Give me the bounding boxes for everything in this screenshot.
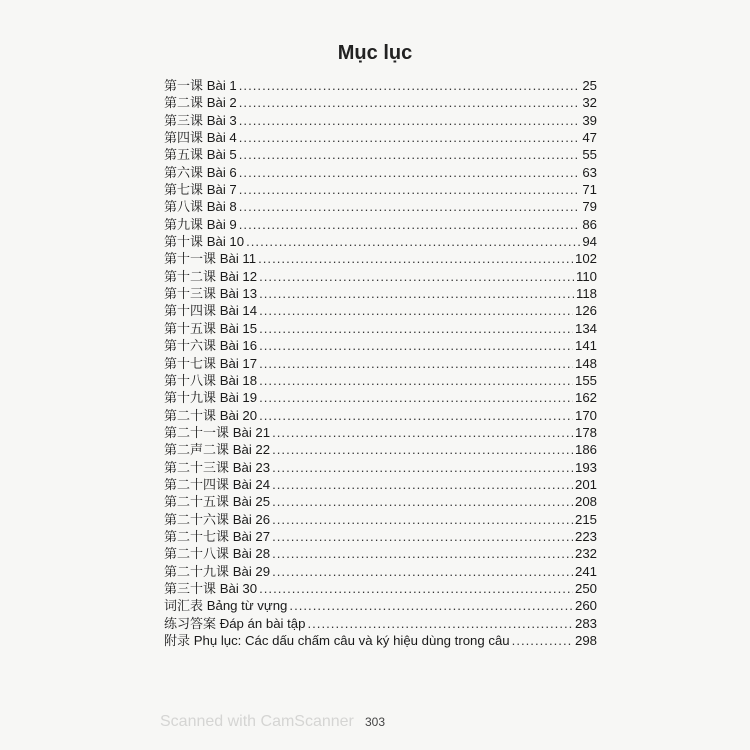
dot-leader	[272, 493, 573, 510]
dot-leader	[259, 389, 573, 406]
toc-entry	[164, 268, 597, 285]
toc-entry	[164, 615, 597, 632]
entry-label	[164, 320, 257, 338]
entry-vietnamese: Bài 25	[232, 494, 271, 510]
entry-chinese: 第四课	[164, 131, 204, 147]
entry-label	[164, 302, 257, 320]
entry-page: 232	[574, 546, 597, 562]
entry-page: 223	[574, 528, 597, 544]
entry-vietnamese: Bài 27	[232, 528, 271, 544]
entry-vietnamese: Bài 30	[219, 580, 258, 596]
entry-label	[164, 632, 510, 650]
entry-page: 298	[574, 633, 597, 648]
table-of-contents	[164, 77, 597, 649]
entry-label	[164, 285, 257, 303]
entry-chinese: 第五课	[164, 148, 204, 164]
toc-entry	[164, 129, 597, 146]
entry-vietnamese: Bài 9	[206, 216, 237, 232]
entry-chinese: 第九课	[164, 217, 204, 233]
entry-label	[164, 250, 256, 268]
toc-entry	[164, 597, 597, 614]
entry-label	[164, 372, 257, 390]
dot-leader	[239, 94, 581, 111]
entry-chinese: 第十课	[164, 235, 204, 251]
entry-label	[164, 164, 237, 182]
entry-vietnamese: Phụ lục: Các dấu chấm câu và ký hiệu dùng trong câu	[193, 633, 510, 648]
entry-chinese: 第二十六课	[164, 512, 230, 528]
entry-chinese: 第二十九课	[164, 564, 230, 580]
toc-entry	[164, 407, 597, 424]
entry-page: 86	[582, 216, 597, 232]
dot-leader	[246, 233, 580, 250]
toc-entry	[164, 164, 597, 181]
entry-vietnamese: Bài 16	[219, 338, 258, 354]
page-title: Mục lục	[337, 42, 413, 64]
entry-page: 110	[575, 268, 597, 284]
entry-label	[164, 407, 257, 425]
dot-leader	[239, 112, 581, 129]
toc-entry	[164, 372, 597, 389]
entry-label	[164, 597, 287, 615]
toc-entry	[164, 459, 597, 476]
dot-leader	[259, 302, 573, 319]
entry-label	[164, 233, 244, 251]
toc-entry	[164, 389, 597, 406]
entry-vietnamese: Bài 21	[232, 424, 271, 440]
entry-page: 39	[582, 112, 597, 128]
entry-vietnamese: Bài 26	[232, 511, 271, 527]
toc-entry	[164, 94, 597, 111]
dot-leader	[272, 476, 573, 493]
entry-page: 208	[574, 494, 597, 510]
toc-entry	[164, 632, 597, 649]
entry-page: 155	[574, 372, 597, 388]
entry-page: 193	[574, 459, 597, 475]
entry-chinese: 第七课	[164, 183, 204, 199]
entry-label	[164, 615, 305, 633]
entry-chinese: 第十九课	[164, 391, 217, 407]
entry-chinese: 第三十课	[164, 581, 217, 597]
entry-vietnamese: Bài 20	[219, 407, 258, 423]
toc-entry	[164, 528, 597, 545]
dot-leader	[259, 407, 573, 424]
toc-entry	[164, 320, 597, 337]
entry-page: 79	[582, 199, 597, 215]
entry-vietnamese: Bài 17	[219, 355, 258, 371]
entry-label	[164, 198, 237, 216]
toc-entry	[164, 337, 597, 354]
entry-page: 32	[582, 95, 597, 111]
page-number: 303	[364, 715, 386, 729]
entry-label	[164, 77, 237, 95]
entry-page: 170	[574, 407, 597, 423]
toc-entry	[164, 441, 597, 458]
toc-entry	[164, 355, 597, 372]
dot-leader	[239, 198, 581, 215]
dot-leader	[259, 268, 574, 285]
entry-vietnamese: Bài 29	[232, 563, 271, 579]
entry-chinese: 第八课	[164, 200, 204, 216]
dot-leader	[289, 597, 573, 614]
entry-page: 178	[574, 424, 597, 440]
entry-chinese: 第二十七课	[164, 529, 230, 545]
toc-entry	[164, 563, 597, 580]
entry-vietnamese: Bài 28	[232, 546, 271, 562]
entry-chinese: 第十六课	[164, 339, 217, 355]
entry-label	[164, 146, 237, 164]
entry-chinese: 第十二课	[164, 269, 217, 285]
entry-page: 141	[574, 338, 597, 354]
toc-entry	[164, 285, 597, 302]
entry-chinese: 第二课	[164, 96, 204, 112]
entry-page: 47	[582, 130, 597, 146]
dot-leader	[307, 615, 573, 632]
entry-chinese: 第十三课	[164, 287, 217, 303]
dot-leader	[239, 181, 581, 198]
entry-page: 186	[574, 442, 597, 458]
entry-vietnamese: Bài 2	[206, 95, 237, 111]
entry-page: 215	[574, 511, 597, 527]
dot-leader	[272, 563, 573, 580]
dot-leader	[272, 441, 573, 458]
entry-page: 201	[574, 476, 597, 492]
entry-vietnamese: Bài 7	[206, 182, 237, 198]
toc-entry	[164, 511, 597, 528]
entry-chinese: 练习答案	[164, 616, 217, 632]
dot-leader	[239, 129, 581, 146]
entry-page: 71	[582, 182, 597, 198]
dot-leader	[239, 216, 581, 233]
scanner-watermark: Scanned with CamScanner	[160, 713, 354, 730]
dot-leader	[239, 146, 581, 163]
entry-label	[164, 528, 270, 546]
entry-vietnamese: Bài 6	[206, 164, 237, 180]
entry-vietnamese: Bài 3	[206, 112, 237, 128]
entry-label	[164, 94, 237, 112]
entry-label	[164, 563, 270, 581]
entry-label	[164, 129, 237, 147]
toc-entry	[164, 250, 597, 267]
toc-entry	[164, 112, 597, 129]
entry-vietnamese: Bài 19	[219, 390, 258, 406]
entry-page: 118	[575, 286, 597, 302]
entry-label	[164, 476, 270, 494]
entry-label	[164, 181, 237, 199]
entry-chinese: 第二十四课	[164, 477, 230, 493]
entry-chinese: 第二十三课	[164, 460, 230, 476]
entry-label	[164, 337, 257, 355]
entry-page: 283	[574, 615, 597, 631]
entry-label	[164, 216, 237, 234]
toc-entry	[164, 233, 597, 250]
entry-page: 102	[574, 251, 597, 267]
toc-entry	[164, 77, 597, 94]
entry-chinese: 第二十八课	[164, 547, 230, 563]
entry-chinese: 词汇表	[164, 599, 204, 615]
entry-chinese: 附录	[164, 634, 191, 649]
dot-leader	[259, 337, 573, 354]
entry-page: 250	[574, 580, 597, 596]
toc-entry	[164, 493, 597, 510]
entry-vietnamese: Bài 10	[206, 234, 245, 250]
dot-leader	[272, 459, 573, 476]
entry-vietnamese: Bài 13	[219, 286, 258, 302]
entry-vietnamese: Bài 23	[232, 459, 271, 475]
entry-vietnamese: Bài 11	[219, 251, 257, 267]
entry-page: 148	[574, 355, 597, 371]
entry-chinese: 第十八课	[164, 373, 217, 389]
entry-label	[164, 545, 270, 563]
toc-entry	[164, 302, 597, 319]
entry-vietnamese: Bài 5	[206, 147, 237, 163]
toc-entry	[164, 580, 597, 597]
toc-entry	[164, 424, 597, 441]
entry-label	[164, 112, 237, 130]
dot-leader	[239, 77, 581, 94]
entry-chinese: 第十七课	[164, 356, 217, 372]
entry-label	[164, 355, 257, 373]
entry-vietnamese: Bài 24	[232, 476, 271, 492]
entry-chinese: 第二十一课	[164, 425, 230, 441]
entry-label	[164, 459, 270, 477]
entry-chinese: 第十四课	[164, 304, 217, 320]
entry-chinese: 第三课	[164, 113, 204, 129]
toc-entry	[164, 198, 597, 215]
toc-entry	[164, 146, 597, 163]
entry-label	[164, 580, 257, 598]
entry-vietnamese: Bài 1	[206, 78, 237, 93]
entry-page: 241	[574, 563, 597, 579]
dot-leader	[259, 320, 573, 337]
toc-entry	[164, 476, 597, 493]
entry-vietnamese: Bài 4	[206, 130, 237, 146]
entry-page: 126	[574, 303, 597, 319]
dot-leader	[259, 372, 573, 389]
entry-page: 63	[582, 164, 597, 180]
toc-entry	[164, 216, 597, 233]
entry-chinese: 第十一课	[164, 252, 217, 268]
dot-leader	[272, 511, 573, 528]
entry-page: 134	[574, 320, 597, 336]
dot-leader	[512, 632, 573, 649]
toc-entry	[164, 181, 597, 198]
entry-chinese: 第二声二课	[164, 443, 230, 459]
entry-label	[164, 511, 270, 529]
entry-chinese: 第六课	[164, 165, 204, 181]
entry-label	[164, 424, 270, 442]
dot-leader	[239, 164, 581, 181]
dot-leader	[272, 424, 573, 441]
entry-vietnamese: Bài 14	[219, 303, 258, 319]
entry-vietnamese: Bài 12	[219, 268, 258, 284]
dot-leader	[258, 250, 573, 267]
entry-vietnamese: Bài 15	[219, 320, 258, 336]
entry-vietnamese: Bài 18	[219, 372, 258, 388]
entry-vietnamese: Bảng từ vựng	[206, 598, 288, 614]
entry-chinese: 第二十五课	[164, 495, 230, 511]
dot-leader	[259, 285, 574, 302]
entry-chinese: 第二十课	[164, 408, 217, 424]
entry-label	[164, 268, 257, 286]
entry-chinese: 第一课	[164, 79, 204, 94]
dot-leader	[272, 528, 573, 545]
entry-page: 25	[582, 78, 597, 93]
dot-leader	[259, 355, 573, 372]
dot-leader	[272, 545, 573, 562]
dot-leader	[259, 580, 573, 597]
toc-entry	[164, 545, 597, 562]
entry-page: 260	[574, 598, 597, 614]
entry-label	[164, 441, 270, 459]
entry-label	[164, 389, 257, 407]
entry-vietnamese: Bài 8	[206, 199, 237, 215]
entry-page: 55	[582, 147, 597, 163]
entry-vietnamese: Bài 22	[232, 442, 271, 458]
entry-page: 162	[574, 390, 597, 406]
entry-page: 94	[582, 234, 597, 250]
entry-vietnamese: Đáp án bài tập	[219, 615, 306, 631]
entry-chinese: 第十五课	[164, 321, 217, 337]
entry-label	[164, 493, 270, 511]
